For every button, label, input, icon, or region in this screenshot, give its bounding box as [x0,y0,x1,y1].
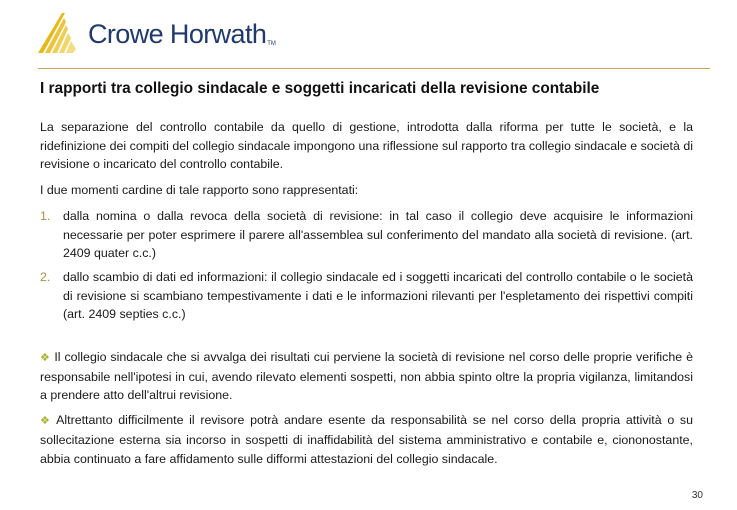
bullet-paragraph [40,411,693,468]
list-item-text: dalla nomina o dalla revoca della società di revisione: in tal caso il collegio deve acquisire le informazioni necessarie per poter esprimere il parere all'assemblea sul conferimento del mandato alla società di revisione. (art. 2409 quater c.c.) [63,208,693,261]
slide-title: I rapporti tra collegio sindacale e soggetti incaricati della revisione contabile [40,80,600,97]
bullet-text: Il collegio sindacale che si avvalga dei risultati cui perviene la società di revisione nel corso delle proprie verifiche è responsabile nell'ipotesi in cui, avendo rilevato elementi sospetti, non abbia spinto oltre la propria vigilanza, limitandosi a prendere atto dell'altrui revisione. [40,350,693,403]
diamond-bullet-icon: ❖ [40,415,53,428]
brand-name: Crowe Horwath™ [88,18,276,49]
bullet-text: Altrettanto difficilmente il revisore potrà andare esente da responsabilità se nel corso della propria attività o su sollecitazione esterna sia incorso in sospetti di inaffidabilità del sistema amministrativo e contabile e, ciononostante, abbia continuato a fare affidamento sulle difformi attestazioni del collegio sindacale. [40,413,693,466]
diamond-bullet-icon: ❖ [40,352,51,365]
header-divider [38,68,710,69]
list-number: 1. [40,208,51,223]
page-number: 30 [691,490,703,501]
slide-content [40,118,693,468]
list-item-text: dallo scambio di dati ed informazioni: il collegio sindacale ed i soggetti incaricati del controllo contabile o le società di revisione si scambiano tempestivamente i dati e le informazioni rilevanti per l'espletamento dei rispettivi compiti (art. 2409 septies c.c.) [63,269,693,322]
list-number: 2. [40,269,51,284]
logo-mark-icon [38,13,82,53]
trademark-mark: TM [267,40,276,47]
intro-paragraph: La separazione del controllo contabile da quello di gestione, introdotta dalla riforma per tutte le società, e la ridefinizione dei compiti del collegio sindacale impongono una riflessione sul rapporto tra collegio sindacale e società di revisione o incaricato del controllo contabile. [40,120,693,172]
list-item [40,268,693,324]
section-spacer [40,329,693,348]
company-logo [38,13,276,53]
lead-paragraph: I due momenti cardine di tale rapporto sono rappresentati: [40,183,359,198]
list-item [40,207,693,263]
bullet-paragraph [40,348,693,405]
